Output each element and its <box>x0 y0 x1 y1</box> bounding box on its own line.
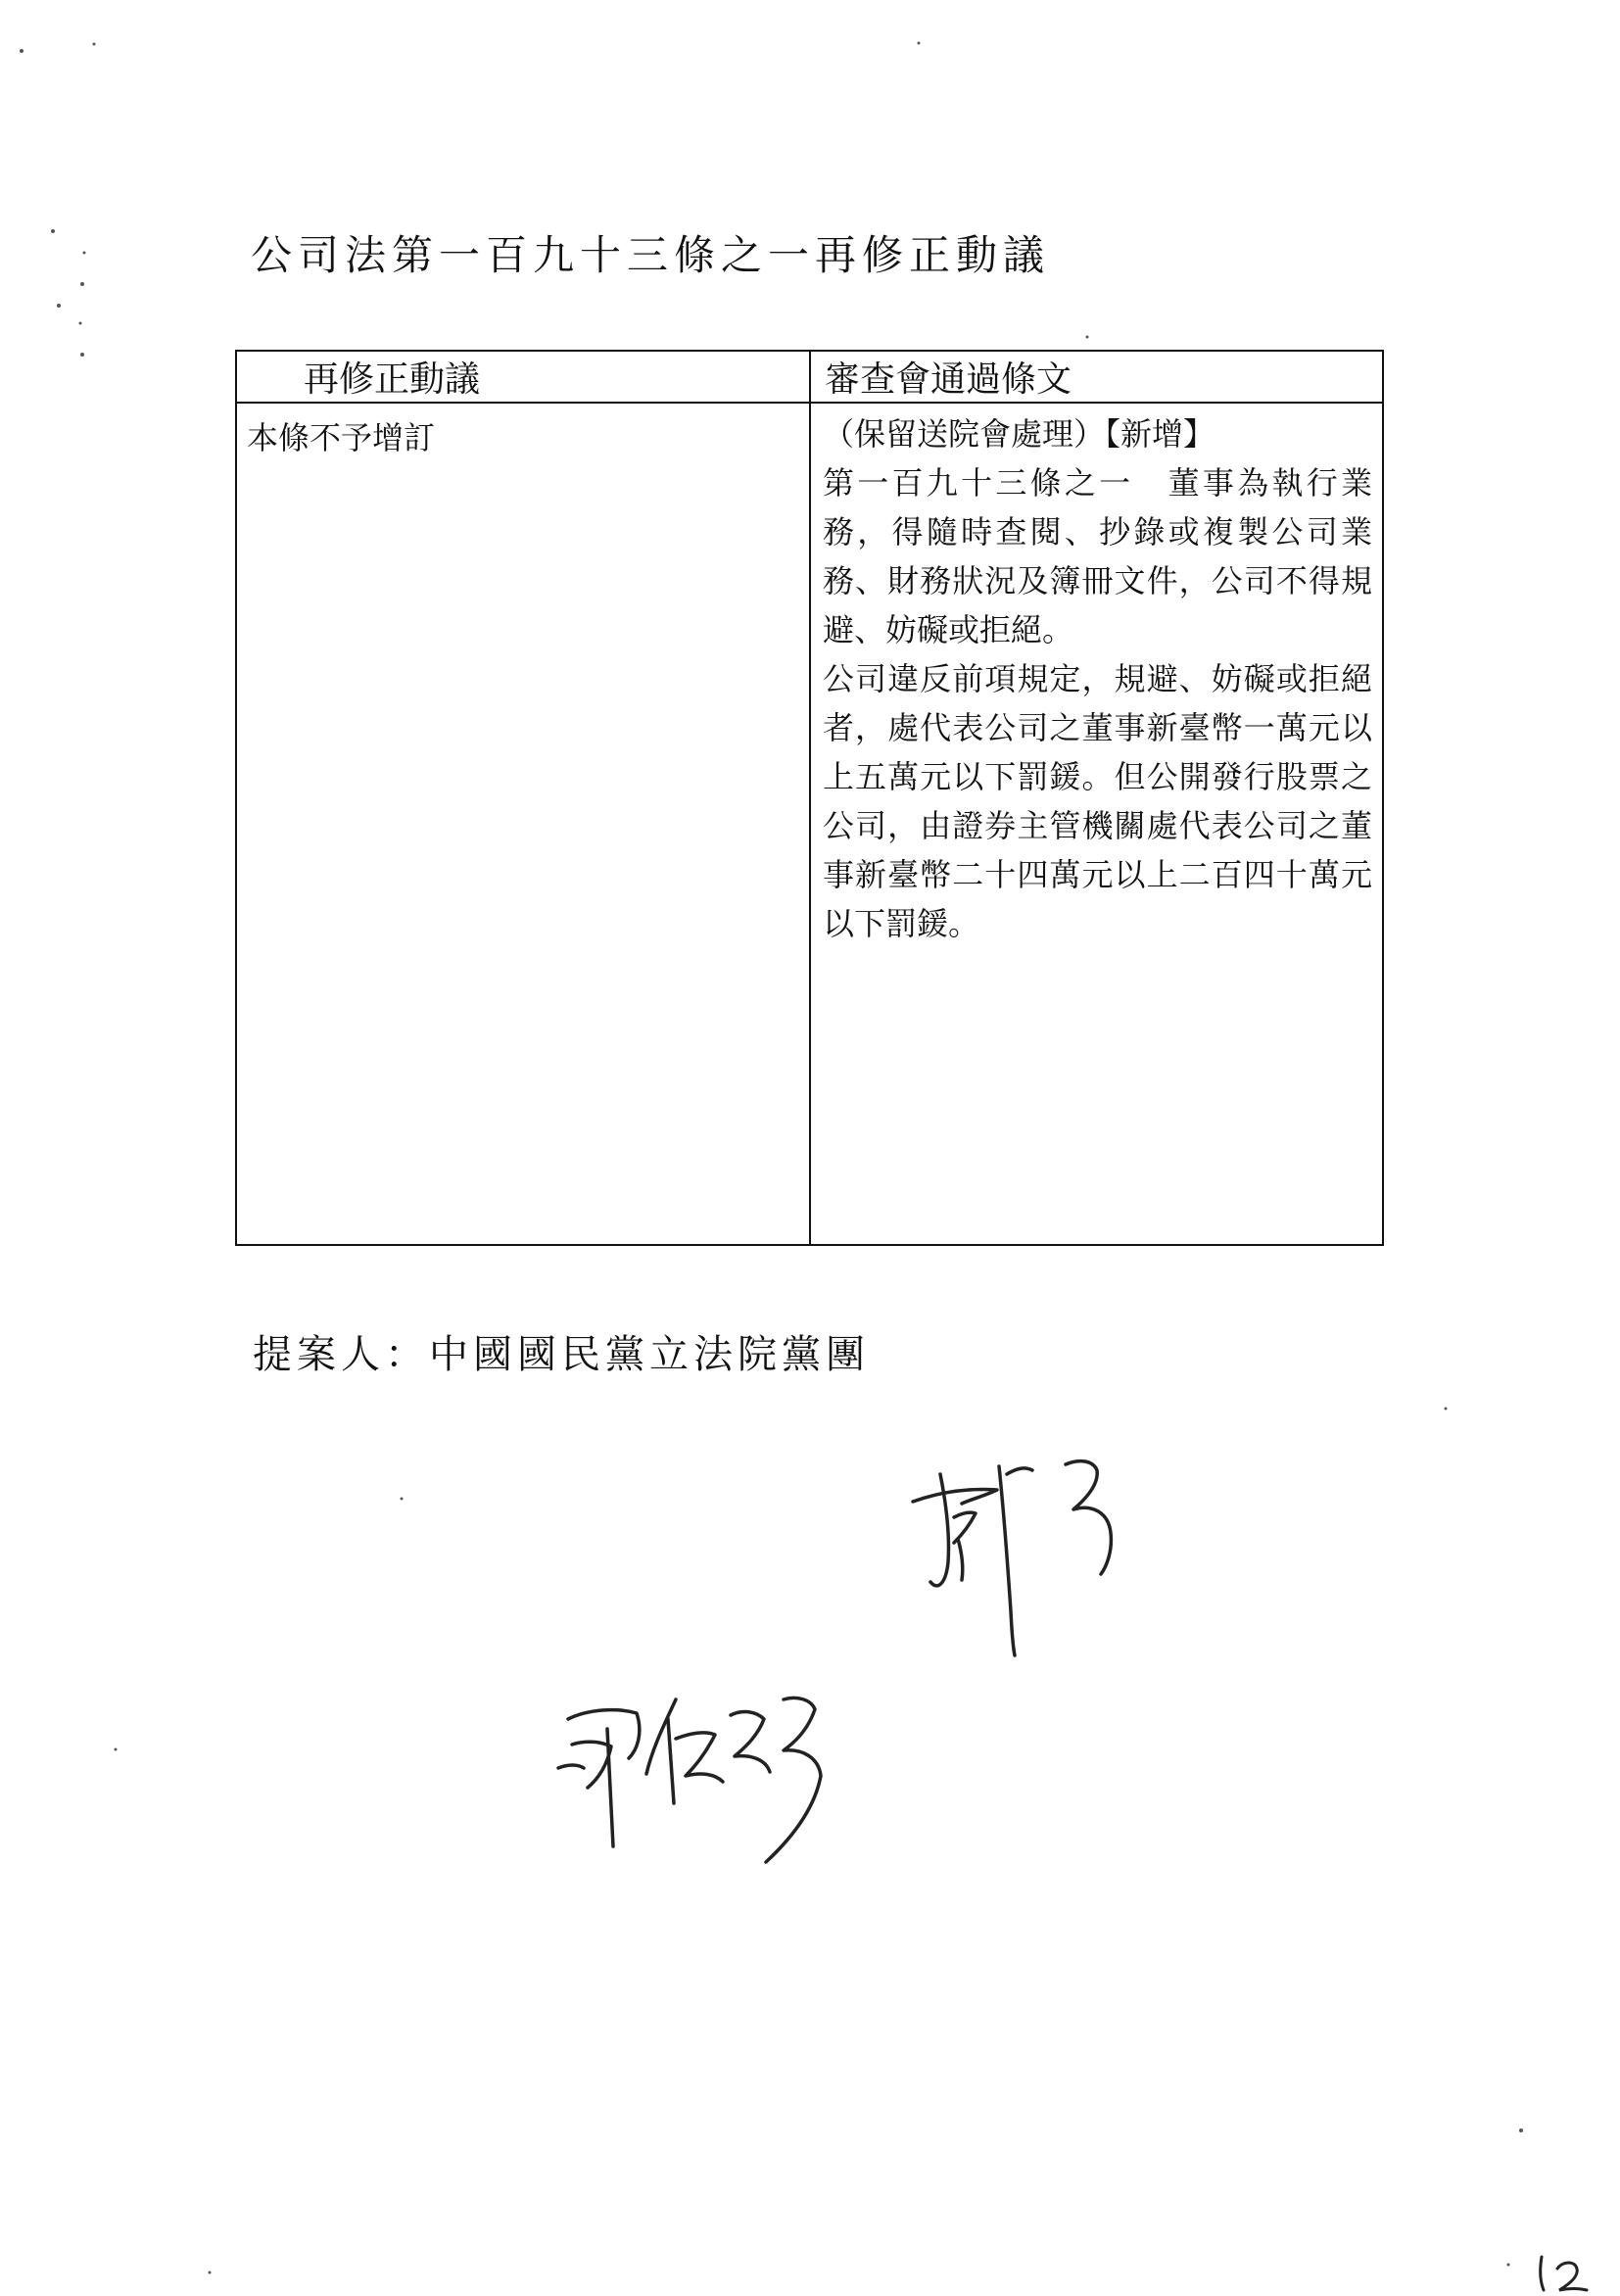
signature-1 <box>901 1445 1175 1670</box>
status-note: （保留送院會處理）【新增】 <box>823 415 1215 453</box>
table-header-row <box>236 351 1383 403</box>
document-title: 公司法第一百九十三條之一再修正動議 <box>251 231 1051 279</box>
article-paragraph-1: 第一百九十三條之一 董事為執行業務，得隨時查閱、抄錄或複製公司業務、財務狀況及簿冊文件，公司不得規避、妨礙或拒絕。 <box>823 464 1372 648</box>
revised-motion-text: 本條不予增訂 <box>247 419 436 456</box>
proposer-line: 提案人：中國國民黨立法院黨團 <box>253 1332 870 1377</box>
revised-motion-cell <box>236 403 810 1245</box>
motion-table <box>235 350 1384 1246</box>
table-row <box>236 403 1383 1245</box>
signature-2 <box>548 1670 872 1866</box>
header-revised-motion: 再修正動議 <box>236 351 810 403</box>
committee-text-cell <box>810 403 1383 1245</box>
article-paragraph-2: 公司違反前項規定，規避、妨礙或拒絕者，處代表公司之董事新臺幣一萬元以上五萬元以下罰鍰。但公開發行股票之公司，由證券主管機關處代表公司之董事新臺幣二十四萬元以上二百四十萬元以下罰鍰。 <box>823 660 1372 942</box>
page-number <box>1534 2249 1593 2296</box>
header-committee-text: 審查會通過條文 <box>810 351 1383 403</box>
